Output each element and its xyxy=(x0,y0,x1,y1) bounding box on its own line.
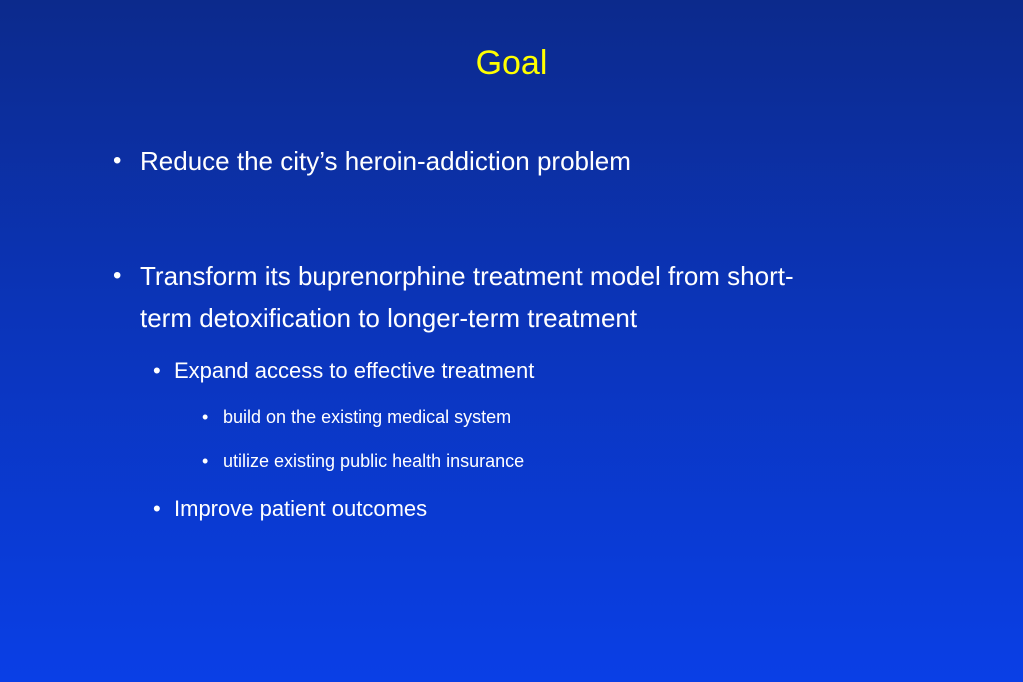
sub-sub-bullet-text: utilize existing public health insurance xyxy=(223,451,525,471)
slide-title: Goal xyxy=(475,44,548,82)
bullet-marker: • xyxy=(113,147,122,174)
sub-bullet-item xyxy=(153,356,853,386)
bullet-marker: • xyxy=(202,451,209,471)
sub-sub-bullet-item xyxy=(202,404,902,430)
bullet-marker: • xyxy=(202,407,209,427)
bullet-text-line: Transform its buprenorphine treatment model from short- xyxy=(140,261,794,291)
sub-sub-bullet-text: build on the existing medical system xyxy=(223,407,512,427)
bullet-item xyxy=(113,255,913,339)
bullet-text: Reduce the city’s heroin-addiction problem xyxy=(140,146,631,176)
bullet-text xyxy=(140,255,794,339)
sub-bullet-text: Improve patient outcomes xyxy=(174,496,428,521)
bullet-item xyxy=(113,140,913,182)
bullet-marker: • xyxy=(153,496,161,521)
bullet-marker: • xyxy=(153,358,161,383)
bullet-marker: • xyxy=(113,262,122,289)
sub-bullet-item xyxy=(153,494,853,524)
sub-sub-bullet-item xyxy=(202,448,902,474)
sub-bullet-text: Expand access to effective treatment xyxy=(174,358,535,383)
bullet-text-line: term detoxification to longer-term treatment xyxy=(140,303,638,333)
